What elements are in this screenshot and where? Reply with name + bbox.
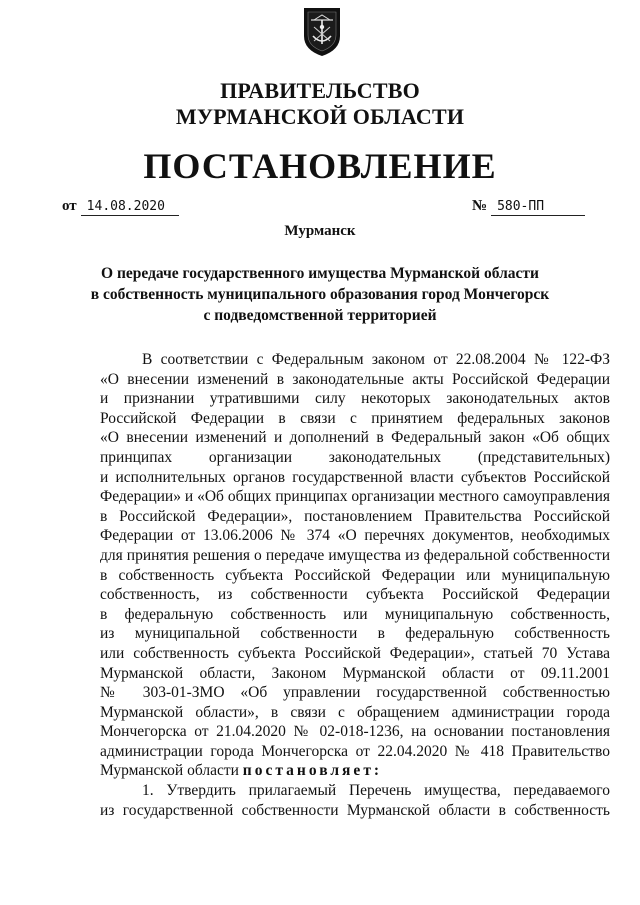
- number-field: [472, 198, 585, 216]
- body-line: из муниципальной собственности в федеральную собственность: [100, 625, 610, 643]
- subject-line: О передаче государственного имущества Мурманской области: [101, 265, 539, 282]
- subject-line: в собственность муниципального образования город Мончегорск: [90, 286, 550, 303]
- body-line: Мончегорска от 21.04.2020 № 02-018-1236, на основании постановления: [100, 723, 610, 741]
- document-body: [100, 350, 610, 820]
- body-line: «О внесении изменений в законодательные акты Российской Федерации: [100, 370, 610, 388]
- body-line: В соответствии с Федеральным законом от 22.08.2004 № 122-ФЗ: [142, 351, 610, 368]
- body-line: собственность, из собственности субъекта Российской Федерации: [100, 586, 610, 604]
- resolves-prefix: Мурманской области: [100, 762, 239, 780]
- body-line: принципах организации законодательных (представительных): [100, 448, 610, 466]
- body-line: администрации города Мончегорска от 22.04.2020 № 418 Правительство: [100, 742, 610, 760]
- subject-line: с подведомственной территорией: [203, 307, 437, 324]
- body-line: в федеральную собственность или муниципальную собственность,: [100, 605, 610, 623]
- date-field: [62, 198, 179, 216]
- coat-of-arms-emblem: [302, 6, 342, 58]
- government-title: [0, 78, 640, 130]
- body-line: и признании утратившими силу некоторых законодательных актов: [100, 390, 610, 408]
- body-line: «О внесении изменений и дополнений в Федеральный закон «Об общих: [100, 429, 610, 447]
- city-name: Мурманск: [284, 223, 356, 239]
- body-line: Федерации» и «Об общих принципах организации местного самоуправления: [100, 488, 610, 506]
- date-value: 14.08.2020: [81, 199, 179, 216]
- body-line: Мурманской области», в связи с обращением администрации города: [100, 703, 610, 721]
- body-line: Российской Федерации в связи с принятием федеральных законов: [100, 409, 610, 427]
- number-label: №: [472, 198, 488, 214]
- government-title-line2: МУРМАНСКОЙ ОБЛАСТИ: [175, 104, 465, 129]
- government-title-line1: ПРАВИТЕЛЬСТВО: [220, 78, 420, 103]
- item-1-line: 1. Утвердить прилагаемый Перечень имущества, передаваемого: [142, 782, 610, 800]
- document-type-title: ПОСТАНОВЛЕНИЕ: [143, 146, 497, 186]
- body-line: Федерации от 13.06.2006 № 374 «О перечнях документов, необходимых: [100, 527, 610, 545]
- body-line: или собственность субъекта Российской Федерации», статьей 70 Устава: [100, 644, 610, 662]
- item-1-line: из государственной собственности Мурманской области в собственность: [100, 801, 610, 819]
- date-label: от: [62, 198, 77, 214]
- body-line: в собственность субъекта Российской Федерации или муниципальную: [100, 566, 610, 584]
- resolves-word: постановляет:: [242, 762, 383, 780]
- body-line: и исполнительных органов государственной власти субъектов Российской: [100, 468, 610, 486]
- body-line: № 303-01-ЗМО «Об управлении государственной собственностью: [100, 684, 610, 702]
- body-line: в Российской Федерации», постановлением Правительства Российской: [100, 507, 610, 525]
- resolves-line: [100, 761, 610, 781]
- number-value: 580-ПП: [491, 199, 585, 216]
- body-line: Мурманской области, Законом Мурманской области от 09.11.2001: [100, 664, 610, 682]
- body-line: для принятия решения о передаче имущества из федеральной собственности: [100, 546, 610, 564]
- document-subject: [0, 263, 640, 326]
